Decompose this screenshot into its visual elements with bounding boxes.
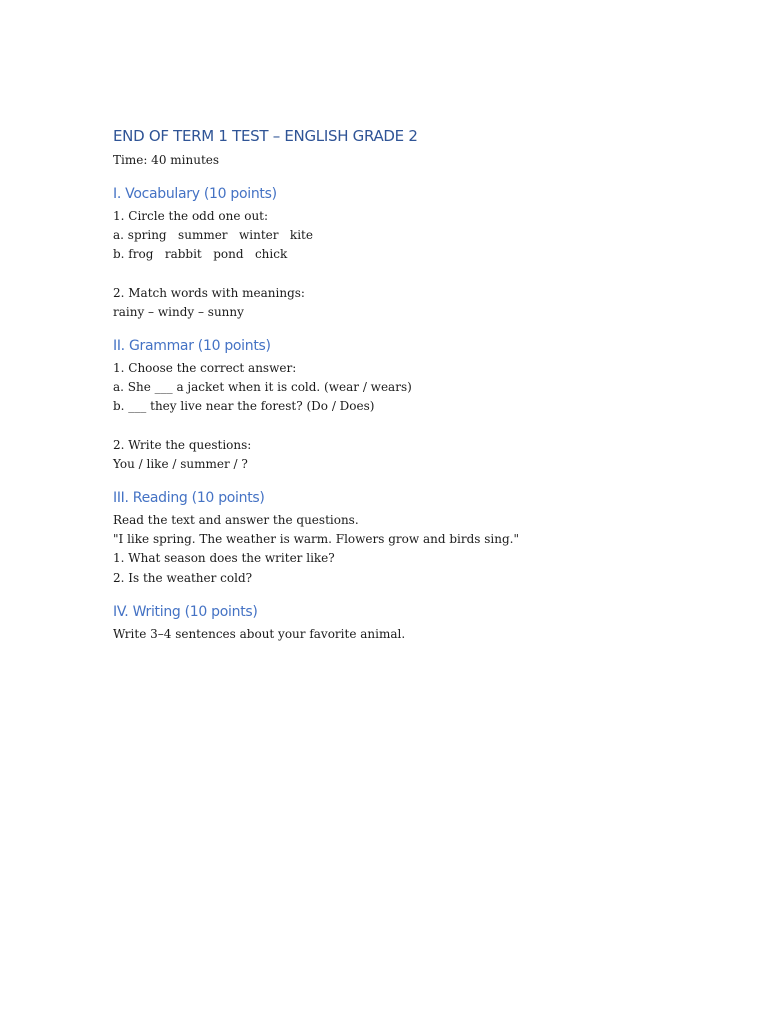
blank-line <box>113 417 768 436</box>
section-heading: I. Vocabulary (10 points) <box>113 186 277 202</box>
question-line: Write 3–4 sentences about your favorite animal. <box>113 626 406 641</box>
question-line: a. spring summer winter kite <box>113 228 313 243</box>
question-line: 2. Write the questions: <box>113 437 252 452</box>
question-line: You / like / summer / ? <box>113 456 248 471</box>
question-line: Read the text and answer the questions. <box>113 513 359 528</box>
section-heading: II. Grammar (10 points) <box>113 338 271 355</box>
question-line: 1. What season does the writer like? <box>113 551 335 566</box>
section-heading: III. Reading (10 points) <box>113 490 265 507</box>
question-line: rainy – windy – sunny <box>113 304 244 319</box>
section-heading: IV. Writing (10 points) <box>113 603 258 620</box>
question-line: b. frog rabbit pond chick <box>113 247 288 262</box>
time-limit: Time: 40 minutes <box>113 153 220 167</box>
document-title: END OF TERM 1 TEST – ENGLISH GRADE 2 <box>113 127 418 145</box>
blank-line <box>113 265 768 284</box>
question-line: b. ___ they live near the forest? (Do / Does) <box>113 399 375 414</box>
question-line: 1. Choose the correct answer: <box>113 361 297 376</box>
question-line: 2. Is the weather cold? <box>113 570 253 585</box>
section-grammar <box>113 336 768 474</box>
section-vocabulary <box>113 184 768 322</box>
section-reading <box>113 488 768 588</box>
question-line: a. She ___ a jacket when it is cold. (wear / wears) <box>113 380 412 395</box>
reading-passage: "I like spring. The weather is warm. Flowers grow and birds sing." <box>113 532 519 547</box>
question-line: 1. Circle the odd one out: <box>113 209 269 223</box>
question-line: 2. Match words with meanings: <box>113 285 305 300</box>
section-writing <box>113 602 768 644</box>
